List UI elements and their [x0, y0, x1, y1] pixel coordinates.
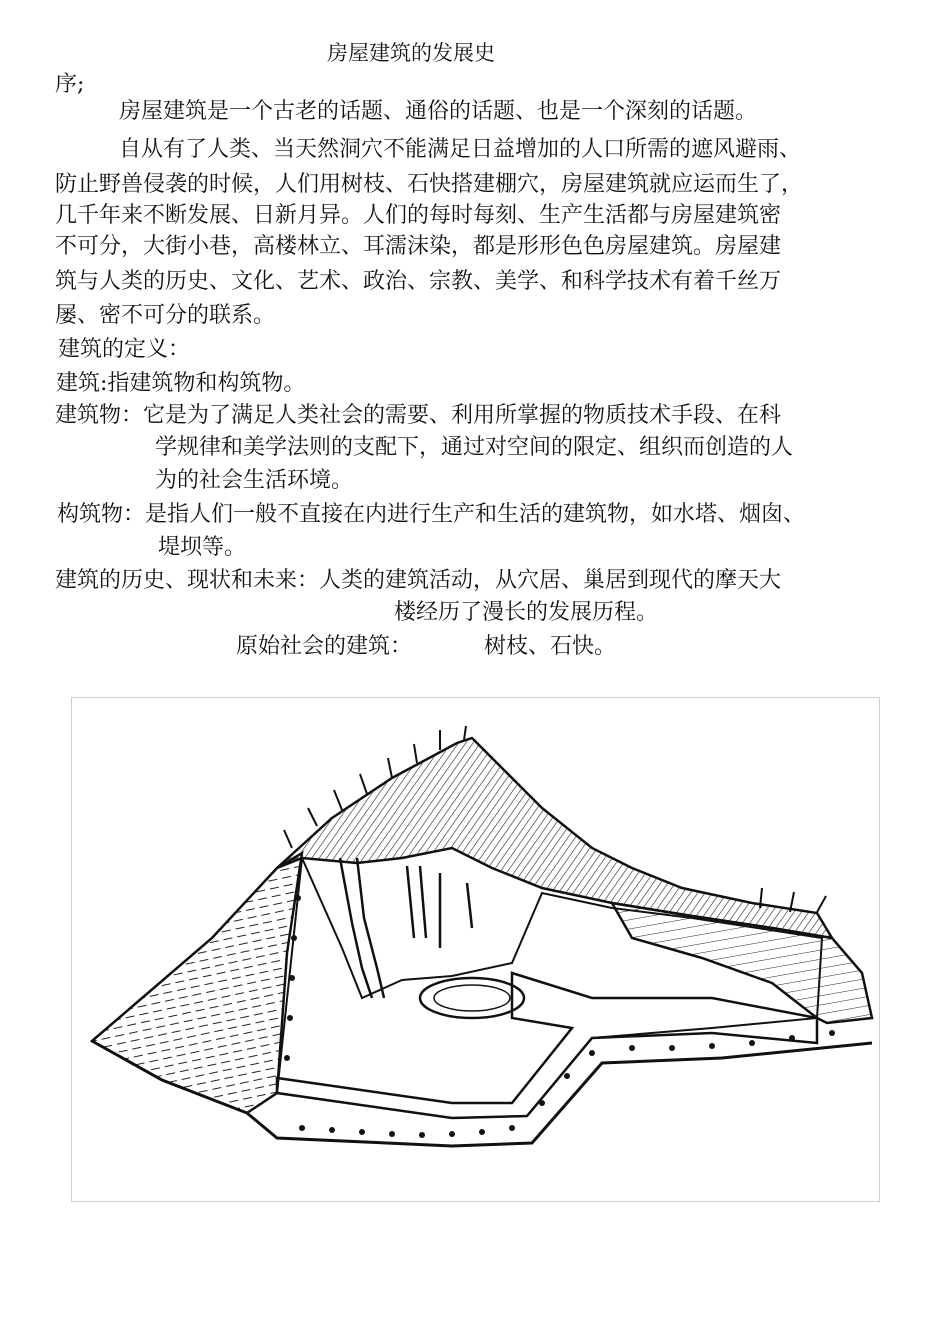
dwelling-drawing: [72, 698, 879, 1201]
preface-p2-line-1: 自从有了人类、当天然洞穴不能满足日益增加的人口所需的遮风避雨、: [119, 137, 802, 162]
definition-structure-line-2: 堤坝等。: [158, 535, 247, 560]
primitive-architecture-label: 原始社会的建筑：: [236, 634, 413, 659]
thatched-roof: [277, 738, 832, 938]
document-title: 房屋建筑的发展史: [327, 41, 495, 65]
dwelling-floor: [277, 858, 822, 1118]
primitive-architecture-materials: 树枝、石快。: [484, 634, 617, 659]
left-earthen-wall: [92, 853, 302, 1113]
preface-p2-line-4: 不可分，大街小巷，高楼林立、耳濡沫染，都是形形色色房屋建筑。房屋建: [55, 234, 782, 259]
preface-p2-line-5: 筑与人类的历史、文化、艺术、政治、宗教、美学、和科学技术有着千丝万: [55, 269, 782, 294]
definition-building-line-1: 建筑物：它是为了满足人类社会的需要、利用所掌握的物质技术手段、在科: [55, 403, 782, 428]
definition-heading: 建筑的定义：: [58, 337, 191, 362]
definition-structure-line-1: 构筑物：是指人们一般不直接在内进行生产和生活的建筑物，如水塔、烟囱、: [57, 502, 806, 527]
preface-label: 序;: [55, 72, 85, 97]
entrance-ramp: [277, 973, 817, 1118]
preface-p2-line-3: 几千年来不断发展、日新月异。人们的每时每刻、生产生活都与房屋建筑密: [55, 203, 782, 228]
preface-p2-line-2: 防止野兽侵袭的时候，人们用树枝、石快搭建棚穴，房屋建筑就应运而生了，: [55, 172, 804, 197]
primitive-dwelling-illustration: [71, 697, 880, 1202]
definition-building-line-2: 学规律和美学法则的支配下，通过对空间的限定、组织而创造的人: [155, 435, 794, 460]
definition-building-line-3: 为的社会生活环境。: [155, 468, 354, 493]
definition-architecture: 建筑:指建筑物和构筑物。: [56, 371, 306, 396]
preface-paragraph-1: 房屋建筑是一个古老的话题、通俗的话题、也是一个深刻的话题。: [119, 99, 758, 124]
timber-posts: [340, 858, 472, 998]
history-line-2: 楼经历了漫长的发展历程。: [394, 600, 659, 625]
history-line-1: 建筑的历史、现状和未来：人类的建筑活动，从穴居、巢居到现代的摩天大: [55, 568, 782, 593]
preface-p2-line-6: 屡、密不可分的联系。: [55, 303, 276, 328]
